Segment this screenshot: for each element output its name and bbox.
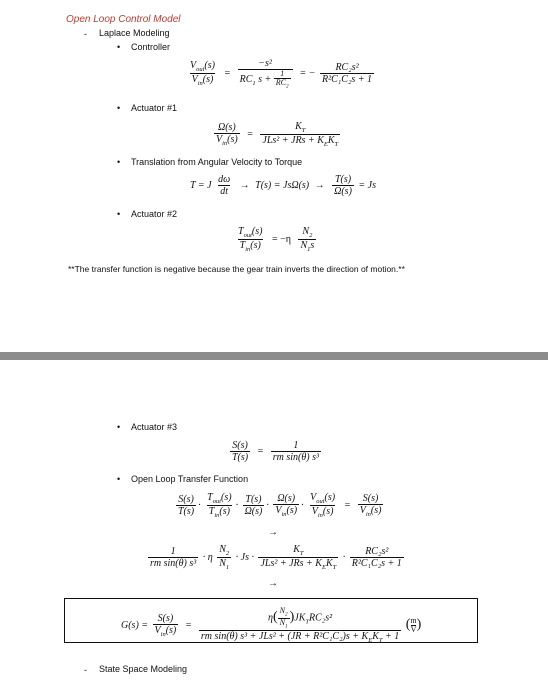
oltf-label: • Open Loop Transfer Function (131, 474, 248, 484)
gear-train-note: **The transfer function is negative because the gear train inverts the direction of motion.** (68, 264, 405, 274)
final-transfer-function-box (64, 598, 478, 643)
translation-label: • Translation from Angular Velocity to Torque (131, 157, 302, 167)
actuator3-equation: $\frac{S(s)}{T(s)}$ = $\frac{1}{\text{rm sin(θ) s³}}$ (232, 440, 320, 463)
state-space-label: State Space Modeling (99, 664, 188, 674)
controller-label: • Controller (131, 42, 170, 52)
product-equation: $\frac{1}{\text{rm sin(θ) s³}}$ · η $\frac{N_2}{N_1}$ · Js · $\frac{K_T}{JLs^2 + JRs + K_EK_T}$ · $\frac{\text{RC₂s²}}{\text{R²C₁C₂s + 1}}$ (150, 544, 402, 572)
section-heading: Open Loop Control Model (66, 14, 181, 25)
g-of-s-equation: G(s) = $\frac{S(s)}{V_{in}(s)}$ = η( $\frac{N_2}{N_1}$ )$JK_TRC_2s^2$ rm sin(θ) $s^3 + JLs^2 + (JR + R^2C_1C_2)s + K_EK_T + 1$ ( $\frac{m}{V}$ ) (121, 606, 422, 644)
page-divider (0, 352, 548, 360)
list-dash-2: - (84, 665, 87, 675)
transfer-chain-equation: $\frac{S(s)}{T(s)}$ · $\frac{T_{out}(s)}{T_{in}(s)}$ · $\frac{T(s)}{\Omega(s)}$ · $\frac{\Omega(s)}{V_{in}(s)}$ · $\frac{V_{out}(s)}{V_{in}(s)}$ = $\frac{S(s)}{V_{in}(s)}$ (178, 492, 382, 520)
actuator2-label: • Actuator #2 (131, 209, 177, 219)
actuator3-label: • Actuator #3 (131, 422, 177, 432)
translation-equation: T = J $\frac{d\omega}{dt}$ → T(s) = JsΩ(s) → $\frac{T(s)}{\Omega(s)}$ = Js (190, 174, 376, 197)
actuator1-label: • Actuator #1 (131, 103, 177, 113)
implies-arrow-2: → (268, 578, 278, 589)
implies-arrow: → (268, 527, 278, 538)
actuator1-equation: $\frac{\Omega(s)}{V_{in}(s)}$ = $\frac{K_T}{JLs^2 + JRs + K_EK_T}$ (216, 121, 339, 149)
document-page-2 (0, 360, 548, 700)
laplace-modeling-label: Laplace Modeling (99, 28, 170, 38)
actuator2-equation: $\frac{T_{out}(s)}{T_{in}(s)}$ = −η $\frac{N_2}{N_1s}$ (238, 226, 315, 254)
controller-equation: $\frac{V_{out}(s)}{V_{in}(s)}$ = −s² $RC_1$ s + $\frac{1}{RC_2}$ = − $\frac{\text{RC₂s²}}{\text{R²C₁C₂s + 1}}$ (190, 58, 373, 90)
list-dash: - (84, 29, 87, 39)
